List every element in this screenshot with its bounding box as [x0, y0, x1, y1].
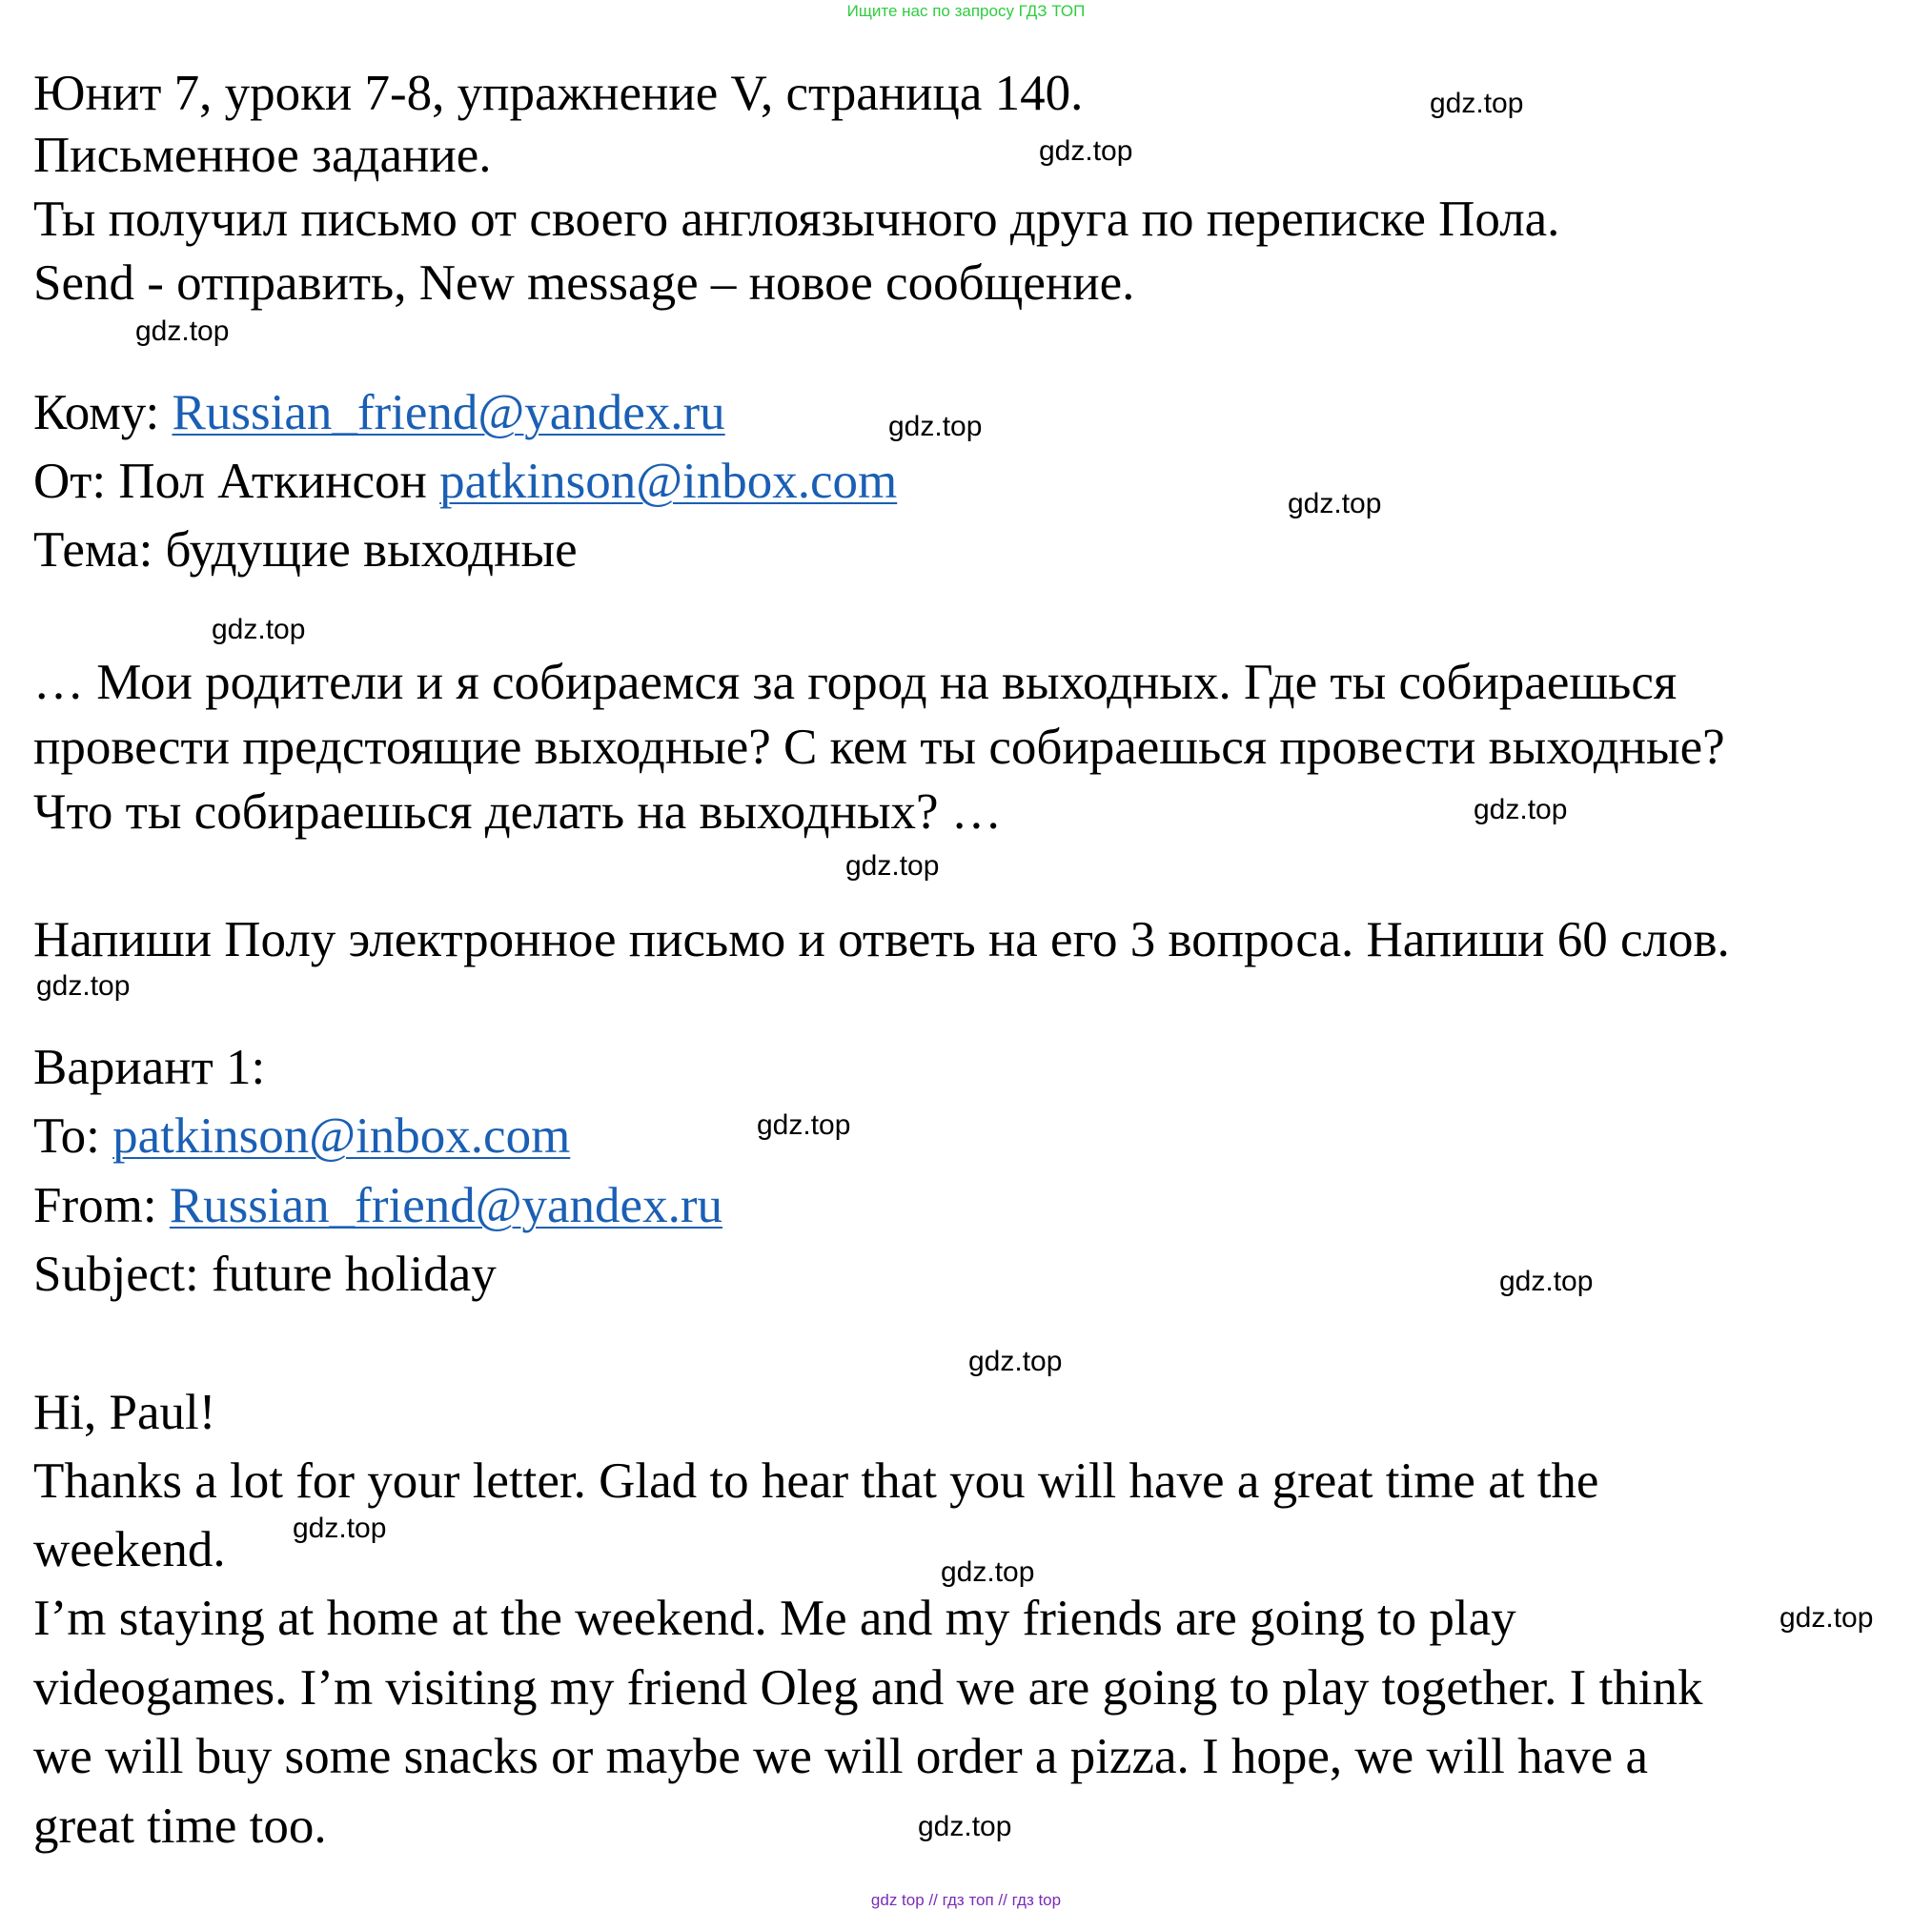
answer-body-line: Thanks a lot for your letter. Glad to hear that you will have a great time at the: [33, 1453, 1599, 1509]
page-title: Юнит 7, уроки 7-8, упражнение V, страница 140.: [33, 66, 1084, 121]
incoming-to-email-link[interactable]: Russian_friend@yandex.ru: [172, 385, 725, 440]
watermark: gdz.top: [757, 1109, 851, 1141]
watermark: gdz.top: [918, 1811, 1012, 1842]
watermark: gdz.top: [36, 970, 131, 1002]
watermark: gdz.top: [1430, 88, 1524, 119]
task-glossary: Send - отправить, New message – новое сообщение.: [33, 255, 1135, 311]
variant-label: Вариант 1:: [33, 1040, 266, 1095]
watermark: gdz.top: [1039, 135, 1133, 167]
bottom-banner: gdz top // гдз топ // гдз top: [870, 1891, 1062, 1909]
task-intro: Ты получил письмо от своего англоязычного друга по переписке Пола.: [33, 192, 1560, 247]
incoming-from-line: [33, 452, 897, 511]
answer-body-line: we will buy some snacks or maybe we will order a pizza. I hope, we will have a: [33, 1729, 1648, 1784]
top-banner: Ищите нас по запросу ГДЗ ТОП: [846, 2, 1086, 20]
answer-body-line: weekend.: [33, 1522, 226, 1577]
incoming-body-line: провести предстоящие выходные? С кем ты собираешься провести выходные?: [33, 720, 1725, 775]
incoming-subject: Тема: будущие выходные: [33, 522, 578, 578]
answer-from-label: From:: [33, 1178, 170, 1233]
watermark: gdz.top: [1474, 794, 1568, 825]
task-type: Письменное задание.: [33, 128, 492, 183]
incoming-to-line: [33, 383, 725, 442]
answer-to-label: To:: [33, 1108, 113, 1164]
watermark: gdz.top: [845, 850, 940, 882]
instruction: Напиши Полу электронное письмо и ответь на его 3 вопроса. Напиши 60 слов.: [33, 912, 1730, 967]
watermark: gdz.top: [135, 315, 230, 347]
watermark: gdz.top: [212, 614, 306, 645]
answer-subject: Subject: future holiday: [33, 1247, 497, 1302]
answer-from-line: [33, 1176, 722, 1235]
incoming-body-line: … Мои родители и я собираемся за город на выходных. Где ты собираешься: [33, 655, 1678, 710]
answer-to-line: [33, 1107, 570, 1166]
answer-body-line: great time too.: [33, 1798, 327, 1854]
incoming-from-email-link[interactable]: patkinson@inbox.com: [439, 454, 898, 509]
watermark: gdz.top: [968, 1346, 1063, 1377]
answer-greeting: Hi, Paul!: [33, 1385, 216, 1440]
watermark: gdz.top: [1499, 1266, 1594, 1297]
watermark: gdz.top: [1288, 488, 1382, 519]
watermark: gdz.top: [941, 1556, 1035, 1588]
answer-from-email-link[interactable]: Russian_friend@yandex.ru: [169, 1178, 722, 1233]
watermark: gdz.top: [888, 411, 983, 442]
incoming-to-label: Кому:: [33, 385, 173, 440]
answer-to-email-link[interactable]: patkinson@inbox.com: [112, 1108, 571, 1164]
incoming-from-label: От: Пол Аткинсон: [33, 454, 440, 509]
answer-body-line: I’m staying at home at the weekend. Me and my friends are going to play: [33, 1591, 1516, 1646]
answer-body-line: videogames. I’m visiting my friend Oleg and we are going to play together. I think: [33, 1660, 1703, 1716]
incoming-body-line: Что ты собираешься делать на выходных? …: [33, 784, 1002, 840]
watermark: gdz.top: [293, 1513, 387, 1544]
watermark: gdz.top: [1779, 1602, 1874, 1634]
